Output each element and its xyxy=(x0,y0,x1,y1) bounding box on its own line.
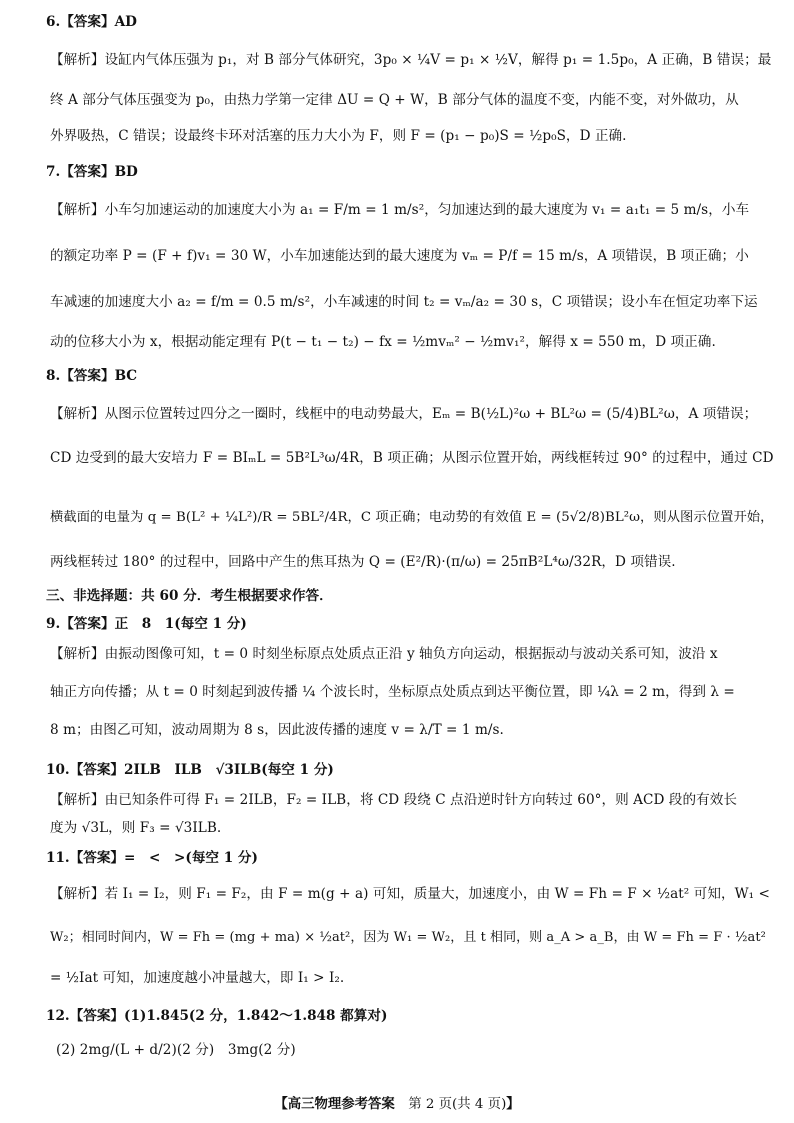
q8-line-4: 两线框转过 180° 的过程中，回路中产生的焦耳热为 Q = (E²/R)·(π/ω) = 25πB²L⁴ω/32R，D 项错误. xyxy=(50,554,676,570)
q8-line-2: CD 边受到的最大安培力 F = BIₘL = 5B²L³ω/4R，B 项正确；从图示位置开始，两线框转过 90° 的过程中，通过 CD xyxy=(50,450,774,466)
q12-heading: 12.【答案】(1)1.845(2 分，1.842～1.848 都算对) xyxy=(46,1008,388,1024)
q8-heading: 8.【答案】BC xyxy=(46,368,138,384)
q6-line-3: 外界吸热，C 错误；设最终卡环对活塞的压力大小为 F，则 F = (p₁ − p₀)S = ½p₀S，D 正确. xyxy=(50,128,627,144)
q6-heading: 6.【答案】AD xyxy=(46,14,137,30)
q7-line-4: 动的位移大小为 x，根据动能定理有 P(t − t₁ − t₂) − fx = ½mvₘ² − ½mv₁²，解得 x = 550 m，D 项正确. xyxy=(50,334,716,350)
q11-line-3: = ½Iat 可知，加速度越小冲量越大，即 I₁ > I₂. xyxy=(50,970,345,986)
q11-line-2: W₂；相同时间内，W = Fh = (mg + ma) × ½at²，因为 W₁ = W₂，且 t 相同，则 a_A > a_B，由 W = Fh = F · ½at² xyxy=(50,930,766,945)
q10-heading: 10.【答案】2ILB ILB √3ILB(每空 1 分) xyxy=(46,762,334,778)
section-3-heading: 三、非选择题：共 60 分．考生根据要求作答． xyxy=(46,588,333,604)
q7-heading: 7.【答案】BD xyxy=(46,164,138,180)
q12-line-1: (2) 2mg/(L + d/2)(2 分) 3mg(2 分) xyxy=(56,1042,296,1058)
q10-line-2: 度为 √3L，则 F₃ = √3ILB. xyxy=(50,820,222,836)
q9-heading: 9.【答案】正 8 1(每空 1 分) xyxy=(46,616,247,632)
page-footer xyxy=(0,1093,794,1112)
q6-line-2: 终 A 部分气体压强变为 p₀，由热力学第一定律 ΔU = Q + W，B 部分气体的温度不变，内能不变，对外做功，从 xyxy=(50,92,739,108)
q11-line-1: 【解析】若 I₁ = I₂，则 F₁ = F₂，由 F = m(g + a) 可知，质量大，加速度小，由 W = Fh = F × ½at² 可知，W₁ < xyxy=(50,886,770,902)
q7-line-2: 的额定功率 P = (F + f)v₁ = 30 W，小车加速能达到的最大速度为 vₘ = P/f = 15 m/s，A 项错误，B 项正确；小 xyxy=(50,248,749,264)
footer-page-number: 第 2 页(共 4 页) xyxy=(408,1097,507,1112)
q9-line-3: 8 m；由图乙可知，波动周期为 8 s，因此波传播的速度 v = λ/T = 1 m/s. xyxy=(50,722,504,738)
q11-heading: 11.【答案】= < >(每空 1 分) xyxy=(46,850,258,866)
footer-title: 【高三物理参考答案 xyxy=(274,1096,395,1112)
q8-line-1: 【解析】从图示位置转过四分之一圈时，线框中的电动势最大，Eₘ = B(½L)²ω + BL²ω = (5/4)BL²ω，A 项错误； xyxy=(50,406,758,422)
q8-line-3: 横截面的电量为 q = B(L² + ¼L²)/R = 5BL²/4R，C 项正确；电动势的有效值 E = (5√2/8)BL²ω，则从图示位置开始， xyxy=(50,510,774,525)
q9-line-2: 轴正方向传播；从 t = 0 时刻起到波传播 ¼ 个波长时，坐标原点处质点到达平衡位置，即 ¼λ = 2 m，得到 λ = xyxy=(50,684,735,700)
q9-line-1: 【解析】由振动图像可知，t = 0 时刻坐标原点处质点正沿 y 轴负方向运动，根据振动与波动关系可知，波沿 x xyxy=(50,646,718,662)
q7-line-1: 【解析】小车匀加速运动的加速度大小为 a₁ = F/m = 1 m/s²，匀加速达到的最大速度为 v₁ = a₁t₁ = 5 m/s，小车 xyxy=(50,202,750,218)
q10-line-1: 【解析】由已知条件可得 F₁ = 2ILB，F₂ = ILB，将 CD 段绕 C 点沿逆时针方向转过 60°，则 ACD 段的有效长 xyxy=(50,792,738,808)
q6-line-1: 【解析】设缸内气体压强为 p₁，对 B 部分气体研究，3p₀ × ¼V = p₁ × ½V，解得 p₁ = 1.5p₀，A 正确，B 错误；最 xyxy=(50,52,772,68)
q7-line-3: 车减速的加速度大小 a₂ = f/m = 0.5 m/s²，小车减速的时间 t₂ = vₘ/a₂ = 30 s，C 项错误；设小车在恒定功率下运 xyxy=(50,294,758,310)
footer-close-bracket: 】 xyxy=(506,1096,520,1112)
